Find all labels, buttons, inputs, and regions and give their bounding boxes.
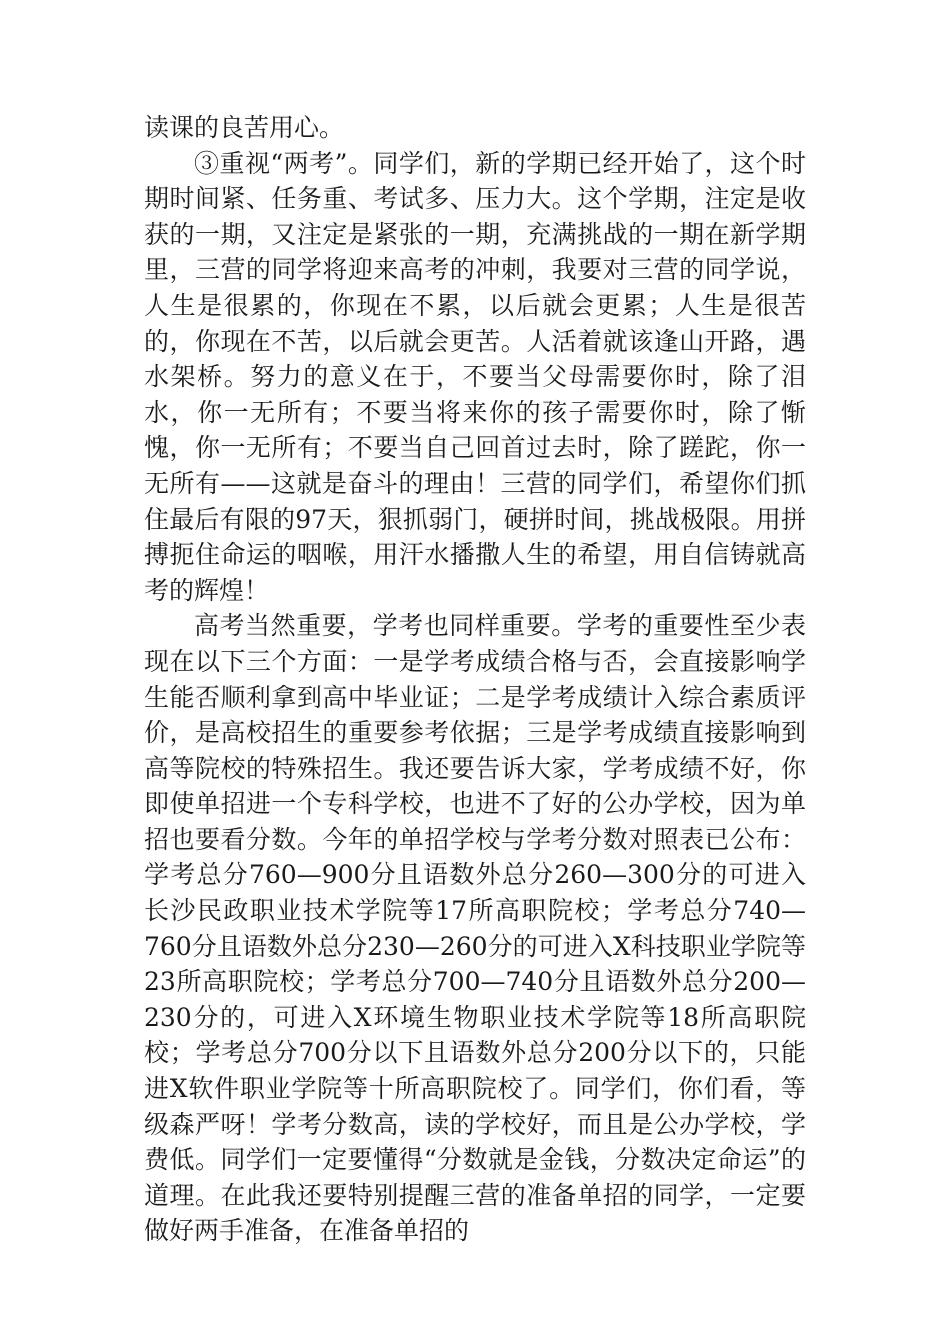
- paragraph-two-exams: ③重视“两考”。同学们，新的学期已经开始了，这个时期时间紧、任务重、考试多、压力大。这个学期，注定是收获的一期，又注定是紧张的一期，充满挑战的一期在新学期里，三营的同学将迎来高考的冲刺，我要对三营的同学说，人生是很累的，你现在不累，以后就会更累；人生是很苦的，你现在不苦，以后就会更苦。人活着就该逢山开路，遇水架桥。努力的意义在于，不要当父母需要你时，除了泪水，你一无所有；不要当将来你的孩子需要你时，除了惭愧，你一无所有；不要当自己回首过去时，除了蹉跎，你一无所有——这就是奋斗的理由！三营的同学们，希望你们抓住最后有限的97天，狠抓弱门，硬拼时间，挑战极限。用拼搏扼住命运的咽喉，用汗水播撒人生的希望，用自信铸就高考的辉煌！: [144, 148, 806, 605]
- paragraph-academic-test: 高考当然重要，学考也同样重要。学考的重要性至少表现在以下三个方面：一是学考成绩合格与否，会直接影响学生能否顺利拿到高中毕业证；二是学考成绩计入综合素质评价，是高校招生的重要参考依据；三是学考成绩直接影响到高等院校的特殊招生。我还要告诉大家，学考成绩不好，你即使单招进一个专科学校，也进不了好的公办学校，因为单招也要看分数。今年的单招学校与学考分数对照表已公布：学考总分760—900分且语数外总分260—300分的可进入长沙民政职业技术学院等17所高职院校；学考总分740—760分且语数外总分230—260分的可进入X科技职业学院等23所高职院校；学考总分700—740分且语数外总分200—230分的，可进入X环境生物职业技术学院等18所高职院校；学考总分700分以下且语数外总分200分以下的，只能进X软件职业学院等十所高职院校了。同学们，你们看，等级森严呀！学考分数高，读的学校好，而且是公办学校，学费低。同学们一定要懂得“分数就是金钱，分数决定命运”的道理。在此我还要特别提醒三营的准备单招的同学，一定要做好两手准备，在准备单招的: [144, 611, 806, 1246]
- paragraph-continuation: 读课的良苦用心。: [144, 113, 345, 142]
- document-body: [144, 110, 806, 1249]
